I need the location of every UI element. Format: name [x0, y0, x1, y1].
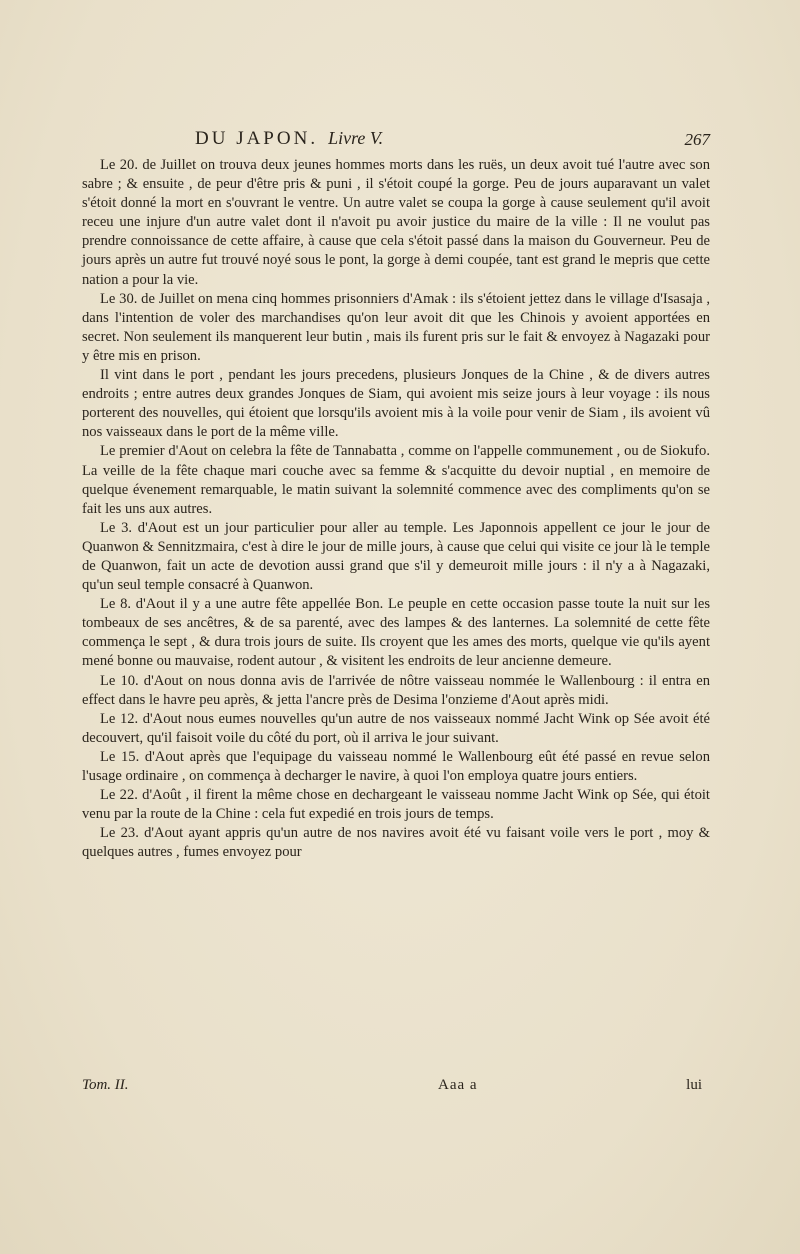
- page-body: [82, 156, 710, 862]
- page-number: 267: [684, 130, 710, 149]
- paragraph: Le 3. d'Aout est un jour particulier pour aller au temple. Les Japonnois appellent ce jour le jour de Quanwon & Sennitzmaira, c'est à dire le jour de mille jours, à cause que celui qui visite ce jour là le temple de Quanwon, fait un acte de devotion aussi grand que s'il y demeuroit mille jours : il n'y a à Nagazaki, qu'un seul temple consacré à Quanwon.: [82, 519, 710, 594]
- catchword: lui: [686, 1077, 702, 1093]
- paragraph: Le 15. d'Aout après que l'equipage du vaisseau nommé le Wallenbourg eût été passé en revue selon l'usage ordinaire , on commença à decharger le navire, à quoi l'on employa quatre jours entiers.: [82, 748, 710, 784]
- paragraph: Le 10. d'Aout on nous donna avis de l'arrivée de nôtre vaisseau nommée le Wallenbourg : il entra en effect dans le havre peu après, & jetta l'ancre près de Desima l'onzieme d'Aout après midi.: [82, 672, 710, 708]
- running-title-text: DU JAPON.: [195, 128, 319, 149]
- tome-label: Tom. II.: [82, 1077, 129, 1093]
- paragraph: Le 12. d'Aout nous eumes nouvelles qu'un autre de nos vaisseaux nommé Jacht Wink op Sée avoit été decouvert, qu'il faisoit voile du côté du port, où il arriva le jour suivant.: [82, 710, 710, 746]
- page-footer: [82, 1077, 710, 1097]
- paragraph: Le 8. d'Aout il y a une autre fête appellée Bon. Le peuple en cette occasion passe toute la nuit sur les tombeaux de ses ancêtres, & de sa parenté, avec des lampes & des lanternes. La solemnité de cette fête commença le sept , & dura trois jours de suite. Ils croyent que les ames des morts, quelque vie qu'ils ayent mené bonne ou mauvaise, rodent autour , & visitent les endroits de leur ancienne demeure.: [82, 596, 710, 670]
- paragraph: Le premier d'Aout on celebra la fête de Tannabatta , comme on l'appelle communement , ou de Siokufo. La veille de la fête chaque mari couche avec sa femme & s'acquitte du devoir nuptial , en memoire de quelque évenement remarquable, le matin suivant la solemnité commence avec des compliments qu'on se fait les uns aux autres.: [82, 443, 710, 517]
- signature-mark: Aaa a: [438, 1077, 478, 1093]
- paragraph: Le 23. d'Aout ayant appris qu'un autre de nos navires avoit été vu faisant voile vers le port , moy & quelques autres , fumes envoyez pour: [82, 825, 710, 861]
- paragraph: Le 20. de Juillet on trouva deux jeunes hommes morts dans les ruës, un deux avoit tué l'autre avec son sabre ; & ensuite , de peur d'être pris & puni , il s'étoit coupé la gorge. Peu de jours auparavant un valet s'étoit donné la mort en s'ouvrant le ventre. Un autre valet se coupa la gorge à cause seulement qu'il avoit receu une injure d'un autre valet dont il n'avoit pu avoir justice du maire de la ville : Il ne voulut pas prendre connoissance de cette affaire, à cause que cela s'étoit passé dans la maison du Gouverneur. Peu de jours après un autre fut trouvé noyé sous le pont, la gorge à demi coupée, tant est grand le mepris que cette nation a pour la vie.: [82, 157, 710, 288]
- running-title: [195, 128, 383, 150]
- book-label: Livre V.: [328, 128, 384, 148]
- paragraph: Le 30. de Juillet on mena cinq hommes prisonniers d'Amak : ils s'étoient jettez dans le village d'Isasaja , dans l'intention de voler des marchandises qu'on leur avoit dit que les Chinois y avoient apportées en secret. Non seulement ils manquerent leur butin , mais ils furent pris sur le fait & envoyez à Nagazaki pour y être mis en prison.: [82, 290, 710, 364]
- paragraph: Il vint dans le port , pendant les jours precedens, plusieurs Jonques de la Chine , & de divers autres endroits ; entre autres deux grandes Jonques de Siam, qui avoient mis seize jours à leur voyage : ils nous porterent des nouvelles, qui étoient que lorsqu'ils avoient mis à la voile pour venir de Siam , ils avoient vû nos vaisseaux dans le port de la même ville.: [82, 367, 710, 441]
- paragraph: Le 22. d'Août , il firent la même chose en dechargeant le vaisseau nomme Jacht Wink op Sée, qui étoit venu par la route de la Chine : cela fut expedié en trois jours de temps.: [82, 787, 710, 823]
